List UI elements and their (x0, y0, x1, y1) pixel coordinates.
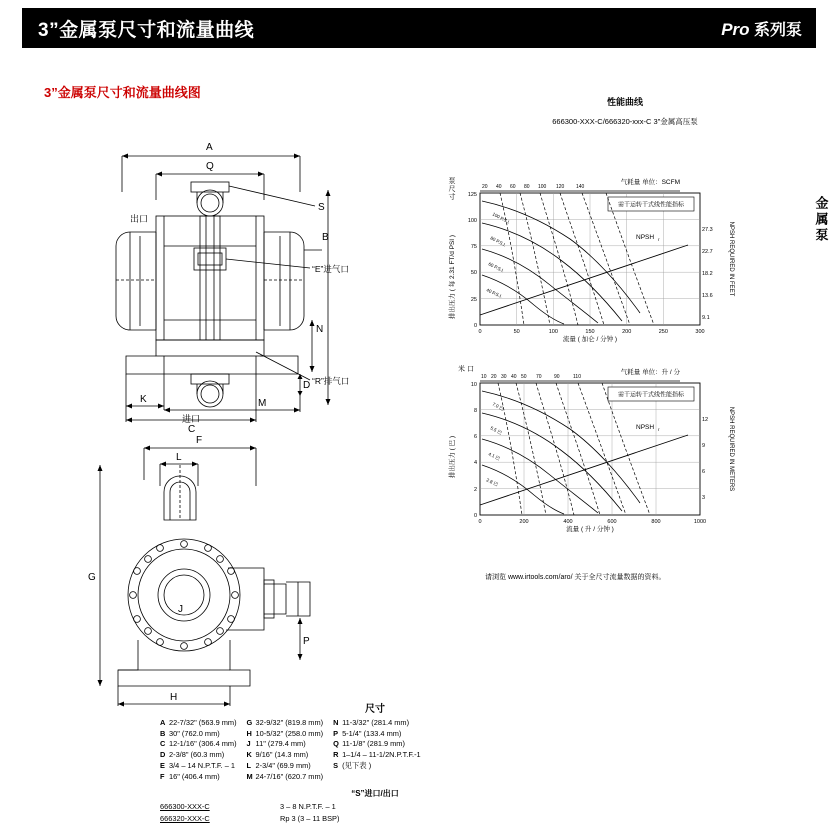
svg-text:米 口: 米 口 (458, 366, 474, 373)
svg-text:8: 8 (473, 408, 477, 414)
table-row: S (见下表 ) (333, 760, 372, 770)
svg-text:C: C (188, 424, 196, 435)
dimension-column-1 (160, 718, 237, 782)
svg-text:NPSH REQUIRED IN FEET: NPSH REQUIRED IN FEET (728, 221, 734, 297)
svg-text:1000: 1000 (693, 519, 707, 525)
svg-text:进口: 进口 (182, 414, 201, 424)
svg-text:150: 150 (585, 329, 595, 335)
svg-text:80: 80 (524, 184, 530, 190)
svg-text:80 P.S.I.: 80 P.S.I. (489, 235, 507, 248)
svg-text:r: r (658, 427, 660, 432)
svg-text:气耗量 单位：SCFM: 气耗量 单位：SCFM (620, 179, 680, 186)
svg-text:110: 110 (573, 374, 581, 380)
svg-text:40 P.S.I.: 40 P.S.I. (485, 287, 504, 300)
table-row: G 32-9/32" (819.8 mm) (246, 718, 324, 727)
table-row: C 12-1/16" (306.4 mm) (160, 739, 237, 749)
s-port-caption: “S”进口/出口 (351, 789, 399, 799)
svg-text:M: M (258, 398, 267, 409)
svg-text:J: J (178, 604, 183, 615)
svg-text:出口: 出口 (130, 214, 149, 224)
svg-text:100 P.S.I.: 100 P.S.I. (491, 211, 512, 226)
svg-text:60 P.S.I.: 60 P.S.I. (487, 261, 506, 274)
svg-text:800: 800 (651, 519, 661, 525)
charts-svg (440, 127, 810, 557)
svg-text:3: 3 (702, 495, 706, 501)
svg-text:F: F (196, 435, 203, 446)
svg-text:27.3: 27.3 (702, 227, 713, 233)
svg-text:0: 0 (473, 513, 477, 519)
page-header (22, 8, 816, 48)
svg-text:20: 20 (491, 374, 497, 380)
table-row: L 2-3/4" (69.9 mm) (246, 760, 311, 770)
svg-text:13.6: 13.6 (702, 293, 713, 299)
pump-drawing (60, 120, 420, 703)
dimension-column-3 (333, 718, 421, 782)
svg-text:Q: Q (206, 161, 214, 172)
svg-text:0: 0 (473, 323, 477, 329)
table-row: 666320-XXX-C Rp 3 (3 – 11 BSP) (160, 813, 340, 823)
svg-text:D: D (303, 380, 311, 391)
svg-text:100: 100 (538, 184, 547, 190)
header-series-label (721, 17, 802, 40)
side-tab-metal-pump: 金属泵 (813, 196, 829, 244)
table-row: F 16" (406.4 mm) (160, 771, 220, 781)
svg-text:40: 40 (496, 184, 502, 190)
svg-text:300: 300 (695, 329, 705, 335)
table-row: Q 11-1/8" (281.9 mm) (333, 739, 405, 749)
dimension-caption: 尺寸 (365, 704, 385, 715)
svg-text:B: B (322, 232, 329, 243)
svg-text:22.7: 22.7 (702, 249, 713, 255)
chart-title: 性能曲线 (606, 97, 643, 107)
svg-text:50: 50 (513, 329, 520, 335)
svg-text:需干运转干式线性能指标: 需干运转干式线性能指标 (617, 202, 685, 209)
svg-text:r: r (658, 237, 660, 242)
svg-text:100: 100 (467, 218, 477, 224)
svg-text:125: 125 (467, 192, 477, 198)
svg-text:P: P (303, 636, 310, 647)
svg-text:20: 20 (482, 184, 488, 190)
svg-text:A: A (206, 142, 213, 153)
chart-subtitle: 666300-XXX-C/666320-xxx-C 3”金属高压泵 (552, 117, 698, 126)
svg-text:10: 10 (481, 374, 487, 380)
svg-text:4.1 巴: 4.1 巴 (487, 451, 501, 462)
svg-text:5.5 巴: 5.5 巴 (489, 425, 503, 436)
svg-text:流量 ( 升 / 分钟 ): 流量 ( 升 / 分钟 ) (566, 526, 614, 533)
svg-text:30: 30 (501, 374, 507, 380)
svg-text:4: 4 (473, 460, 477, 466)
section-title: 3”金属泵尺寸和流量曲线图 (44, 85, 201, 100)
svg-text:400: 400 (563, 519, 573, 525)
svg-text:2.8 巴: 2.8 巴 (485, 477, 499, 488)
table-row: 666300-XXX-C 3 – 8 N.P.T.F. – 1 (160, 802, 336, 812)
svg-text:10: 10 (470, 382, 477, 388)
svg-text:6: 6 (473, 434, 477, 440)
table-row: M 24-7/16" (620.7 mm) (246, 771, 324, 781)
svg-text:NPSH REQUIRED IN METERS: NPSH REQUIRED IN METERS (728, 406, 734, 492)
svg-text:K: K (140, 394, 147, 405)
svg-text:9: 9 (702, 443, 706, 449)
svg-text:600: 600 (607, 519, 617, 525)
table-row: R 1–1/4 – 11-1/2N.P.T.F.-1 (333, 750, 421, 760)
svg-text:120: 120 (556, 184, 565, 190)
table-row: A 22-7/32" (563.9 mm) (160, 718, 237, 727)
svg-text:60: 60 (510, 184, 516, 190)
svg-text:18.2: 18.2 (702, 271, 713, 277)
svg-text:50: 50 (470, 270, 477, 276)
svg-text:0: 0 (478, 329, 482, 335)
svg-text:L: L (176, 452, 182, 463)
table-row: E 3/4 – 14 N.P.T.F. – 1 (160, 760, 236, 770)
svg-text:需干运转干式线性能指标: 需干运转干式线性能指标 (617, 392, 685, 399)
table-row: D 2-3/8" (60.3 mm) (160, 750, 225, 760)
table-row: P 5-1/4" (133.4 mm) (333, 728, 402, 738)
svg-text:100: 100 (548, 329, 558, 335)
svg-text:S: S (318, 202, 325, 213)
svg-text:90: 90 (554, 374, 560, 380)
svg-text:0: 0 (478, 519, 482, 525)
table-row: J 11" (279.4 mm) (246, 739, 306, 749)
svg-text:6: 6 (702, 469, 706, 475)
chart-heading (440, 95, 810, 127)
svg-text:“E”进气口: “E”进气口 (312, 264, 349, 274)
table-row: H 10-5/32" (258.0 mm) (246, 728, 324, 738)
svg-text:40: 40 (511, 374, 517, 380)
table-row: N 11-3/32" (281.4 mm) (333, 718, 410, 727)
header-pro-text: Pro (721, 19, 750, 39)
svg-text:G: G (88, 572, 96, 583)
svg-text:25: 25 (470, 297, 477, 303)
svg-text:200: 200 (519, 519, 529, 525)
dimension-column-2 (247, 718, 324, 782)
svg-text:泵: 泵 (448, 178, 456, 185)
svg-text:250: 250 (658, 329, 668, 335)
chart-footnote: 请浏览 www.irtools.com/aro/ 关于全尺寸流量数据的资料。 (485, 574, 666, 581)
svg-text:75: 75 (470, 244, 477, 250)
table-row: B 30" (762.0 mm) (160, 728, 220, 738)
svg-text:12: 12 (702, 417, 709, 423)
svg-text:70: 70 (536, 374, 542, 380)
svg-text:排出压力 ( 每 2.31 FT/d PSI ): 排出压力 ( 每 2.31 FT/d PSI ) (449, 234, 456, 320)
svg-text:9.1: 9.1 (702, 315, 710, 321)
page-title: 3”金属泵尺寸和流量曲线 (38, 19, 255, 41)
svg-text:寸: 寸 (448, 194, 456, 201)
svg-text:N: N (316, 324, 324, 335)
svg-text:流量 ( 加仑 / 分钟 ): 流量 ( 加仑 / 分钟 ) (562, 336, 618, 343)
svg-text:NPSH: NPSH (636, 424, 655, 431)
dimension-table (160, 700, 590, 824)
svg-text:7.0 巴: 7.0 巴 (491, 401, 505, 412)
svg-text:尺: 尺 (448, 186, 456, 193)
svg-text:H: H (170, 692, 178, 703)
svg-text:2: 2 (473, 487, 477, 493)
svg-text:气耗量 单位：升 / 分: 气耗量 单位：升 / 分 (620, 369, 680, 376)
svg-text:排出压力 ( 巴 ): 排出压力 ( 巴 ) (449, 435, 456, 479)
svg-text:“R”排气口: “R”排气口 (312, 376, 350, 386)
header-series-text: 系列泵 (749, 21, 802, 39)
performance-charts (440, 95, 810, 595)
svg-text:200: 200 (622, 329, 632, 335)
svg-text:140: 140 (576, 184, 585, 190)
svg-text:NPSH: NPSH (636, 234, 655, 241)
svg-text:50: 50 (521, 374, 527, 380)
table-row: K 9/16" (14.3 mm) (246, 750, 309, 760)
